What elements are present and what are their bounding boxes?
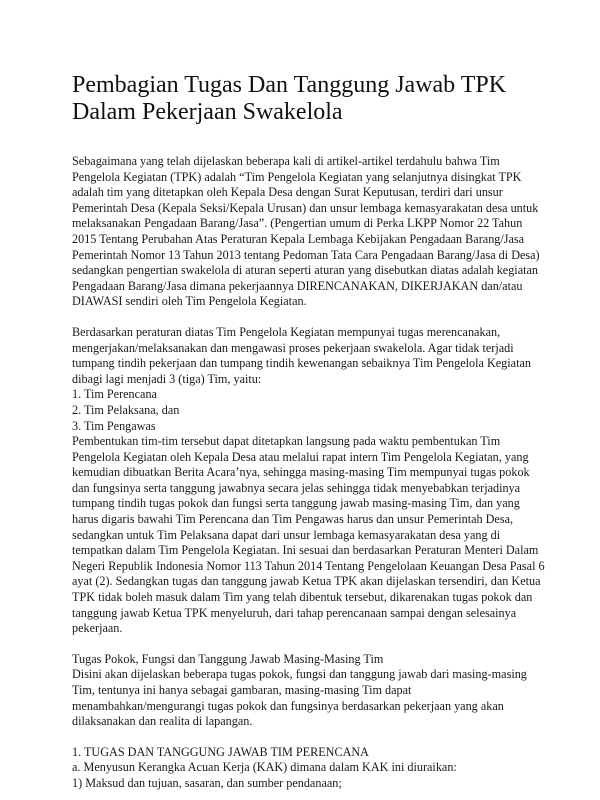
text-line: dilaksanakan dan realita di lapangan. bbox=[72, 714, 253, 729]
text-line: DIAWASI sendiri oleh Tim Pengelola Kegiatan. bbox=[72, 294, 307, 309]
text-line: dibagi lagi menjadi 3 (tiga) Tim, yaitu: bbox=[72, 371, 262, 386]
document-title bbox=[72, 72, 538, 126]
text-line: Pengelola Kegiatan oleh Kepala Desa atau melalui rapat intern Tim Pengelola Kegiatan, yang bbox=[72, 449, 529, 464]
text-line: tanggung jawab Ketua TPK menyeluruh, dari tahap perencanaan sampai dengan selesainya bbox=[72, 605, 517, 620]
text-line: 1. TUGAS DAN TANGGUNG JAWAB TIM PERENCANA bbox=[72, 744, 369, 759]
text-line: 3. Tim Pengawas bbox=[72, 418, 156, 433]
text-line: 2. Tim Pelaksana, dan bbox=[72, 402, 180, 417]
text-line: kemudian dibuatkan Berita Acara’nya, sehingga masing-masing Tim mempunyai tugas pokok bbox=[72, 465, 530, 480]
text-line: Pengadaan Barang/Jasa dimana pekerjaannya DIRENCANAKAN, DIKERJAKAN dan/atau bbox=[72, 278, 523, 293]
text-line: TPK tidak boleh masuk dalam Tim yang telah dibentuk tersebut, dikarenakan tugas pokok dan bbox=[72, 590, 533, 605]
text-line: Pemerintah Nomor 13 Tahun 2013 tentang Pedoman Tata Cara Pengadaan Barang/Jasa di Desa) bbox=[72, 247, 540, 262]
text-line: sedangkan pengertian swakelola di aturan seperti aturan yang disebutkan diatas adalah kegiatan bbox=[72, 263, 538, 278]
text-line: mengerjakan/melaksanakan dan mengawasi proses pekerjaan swakelola. Agar tidak terjadi bbox=[72, 340, 514, 355]
text-line: dan fungsinya serta tanggung jawabnya secara jelas sehingga tidak menyebabkan terjadinya bbox=[72, 480, 521, 495]
text-line: tumpang tindih pekerjaan dan tumpang tindih kewenangan sebaiknya Tim Pengelola Kegiatan bbox=[72, 356, 531, 371]
text-line: Berdasarkan peraturan diatas Tim Pengelola Kegiatan mempunyai tugas merencanakan, bbox=[72, 324, 501, 339]
text-line: Sebagaimana yang telah dijelaskan beberapa kali di artikel-artikel terdahulu bahwa Tim bbox=[72, 154, 500, 168]
paragraph bbox=[72, 324, 545, 637]
text-line: Tugas Pokok, Fungsi dan Tanggung Jawab Masing-Masing Tim bbox=[72, 651, 384, 666]
text-line: Pengelola Kegiatan (TPK) adalah “Tim Pengelola Kegiatan yang selanjutnya disingkat TPK bbox=[72, 169, 522, 184]
text-line: tumpang tindih tugas pokok dan fungsi serta tanggung jawab masing-masing Tim, dan yang bbox=[72, 496, 520, 511]
text-line: Pemerintah Desa (Kepala Seksi/Kepala Urusan) dan unsur lembaga kemasyarakatan desa untuk bbox=[72, 200, 539, 215]
text-line: menambahkan/mengurangi tugas pokok dan fungsinya berdasarkan pekerjaan yang akan bbox=[72, 698, 504, 713]
document-body bbox=[72, 154, 545, 792]
text-line: tempatkan dalam Tim Pengelola Kegiatan. Ini sesuai dan berdasarkan Peraturan Menteri Dalam bbox=[72, 543, 539, 558]
text-line: harus digaris bawahi Tim Perencana dan Tim Pengawas harus dan unsur Pemerintah Desa, bbox=[72, 512, 514, 527]
paragraph bbox=[72, 652, 538, 730]
text-line: adalah tim yang ditetapkan oleh Kepala Desa dengan Surat Keputusan, terdiri dari unsur bbox=[72, 185, 503, 200]
title-line: Pembagian Tugas Dan Tanggung Jawab TPK bbox=[72, 72, 507, 98]
text-line: sedangkan untuk Tim Pelaksana dapat dari unsur lembaga kemasyarakatan desa yang di bbox=[72, 527, 501, 542]
text-line: 1) Maksud dan tujuan, sasaran, dan sumber pendanaan; bbox=[72, 775, 342, 790]
title-line: Dalam Pekerjaan Swakelola bbox=[72, 99, 343, 125]
text-line: pekerjaan. bbox=[72, 621, 123, 636]
text-line: Tim, tentunya ini hanya sebagai gambaran, masing-masing Tim dapat bbox=[72, 683, 412, 697]
text-line: ayat (2). Sedangkan tugas dan tanggung jawab Ketua TPK akan dijelaskan tersendiri, dan Ketua bbox=[72, 574, 541, 589]
text-line: Negeri Republik Indonesia Nomor 113 Tahun 2014 Tentang Pengelolaan Keuangan Desa Pasal 6 bbox=[72, 558, 545, 573]
paragraph bbox=[72, 154, 538, 310]
text-line: Pembentukan tim-tim tersebut dapat ditetapkan langsung pada waktu pembentukan Tim bbox=[72, 434, 501, 449]
text-line: a. Menyusun Kerangka Acuan Kerja (KAK) dimana dalam KAK ini diuraikan: bbox=[72, 760, 457, 775]
paragraph bbox=[72, 745, 538, 792]
text-line: melaksanakan Pengadaan Barang/Jasa”. (Pengertian umum di Perka LKPP Nomor 22 Tahun bbox=[72, 216, 523, 231]
text-line: 2015 Tentang Perubahan Atas Peraturan Kepala Lembaga Kebijakan Pengadaan Barang/Jasa bbox=[72, 231, 525, 246]
text-line: Disini akan dijelaskan beberapa tugas pokok, fungsi dan tanggung jawab dari masing-masing bbox=[72, 667, 527, 682]
text-line: 1. Tim Perencana bbox=[72, 387, 157, 402]
